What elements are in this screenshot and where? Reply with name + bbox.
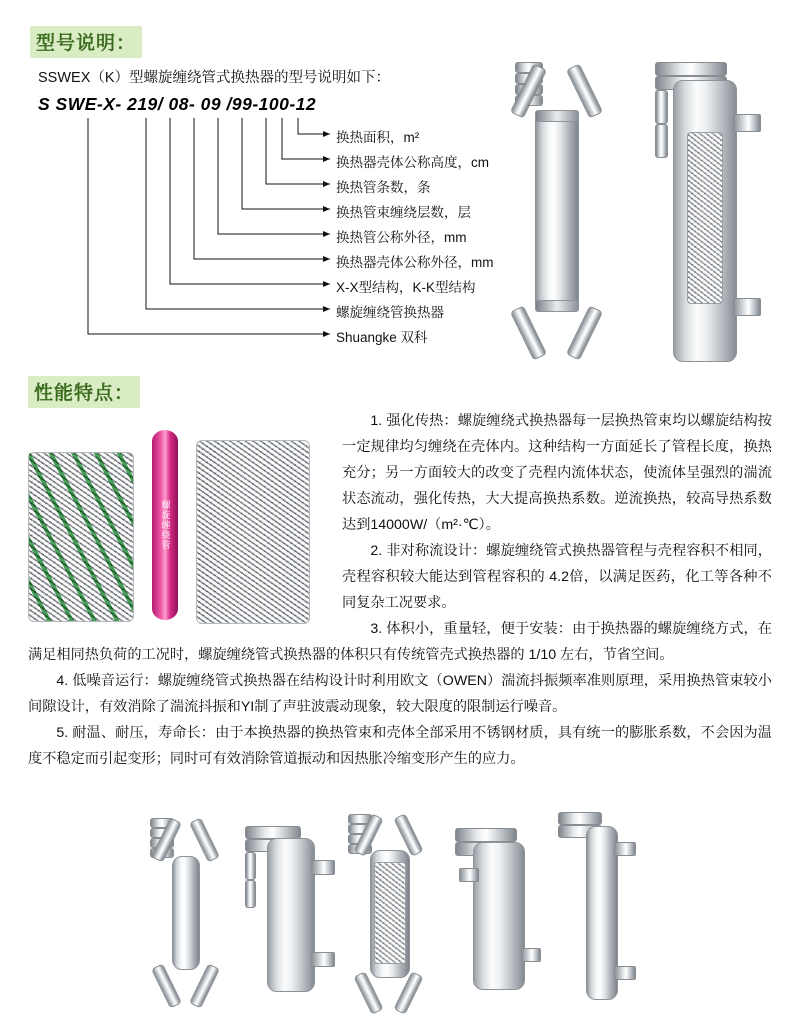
performance-paragraph-3: 3. 体积小，重量轻，便于安装：由于换热器的螺旋缠绕方式，在满足相同热负荷的工况时，螺旋缠绕管式换热器的体积只有传统管壳式换热器的 1/10 左右，节省空间。: [28, 621, 772, 663]
section-heading-model: 型号说明：: [30, 26, 142, 58]
section-heading-performance: 性能特点：: [28, 376, 140, 408]
model-leader-diagram: [30, 118, 500, 368]
performance-text-block: [28, 408, 772, 772]
coil-photo-green: [28, 452, 134, 622]
leader-label-2: 换热器壳体公称高度，cm: [336, 155, 489, 170]
product-photo-5: [558, 812, 644, 1012]
leader-label-4: 换热管束缠绕层数，层: [336, 205, 471, 220]
leader-label-9: Shuangke 双科: [336, 330, 428, 345]
model-code-text: S SWE-X- 219/ 08- 09 /99-100-12: [38, 94, 317, 114]
green-helix-overlay: [29, 453, 133, 621]
product-photo-3-cutaway: [348, 814, 440, 1012]
performance-paragraph-5: 5. 耐温、耐压，寿命长：由于本换热器的换热管束和壳体全部采用不锈钢材质，具有统一的膨胀系数，不会因为温度不稳定而引起变形；同时可有效消除管道振动和因热胀冷缩变形产生的应力。: [28, 725, 772, 767]
leader-label-8: 螺旋缠绕管换热器: [336, 305, 444, 320]
performance-paragraph-1: 1. 强化传热：螺旋缠绕式换热器每一层换热管束均以螺旋结构按一定规律均匀缠绕在壳体内。这种结构一方面延长了管程长度，换热充分；另一方面较大的改变了壳程内流体状态，使流体呈强烈的湍流状态流动，强化传热，大大提高换热系数。逆流换热，较高导热系数达到14000W/（m²·℃）。: [342, 413, 772, 533]
product-photo-1: [150, 818, 230, 1008]
performance-paragraph-4: 4. 低噪音运行：螺旋缠绕管式换热器在结构设计时利用欧文（OWEN）湍流抖振频率准则原理，采用换热管束较小间隙设计，有效消除了湍流抖振和YI制了声驻波震动现象，较大限度的限制运行噪音。: [28, 673, 772, 715]
leader-label-3: 换热管条数，条: [336, 180, 431, 195]
coil-photo-bundle: [196, 440, 310, 624]
performance-paragraph-2: 2. 非对称流设计：螺旋缠绕管式换热器管程与壳程容积不相同，壳程容积较大能达到管程容积的 4.2倍，以满足医药，化工等各种不同复杂工况要求。: [342, 543, 772, 611]
leader-label-1: 换热面积，m²: [336, 130, 420, 145]
leader-label-5: 换热管公称外径，mm: [336, 230, 467, 245]
model-intro-text: SSWEX（K）型螺旋缠绕管式换热器的型号说明如下：: [38, 70, 391, 86]
product-photo-2: [245, 826, 337, 1004]
product-photo-4: [455, 828, 541, 1004]
product-photo-strip: [150, 808, 670, 1013]
coil-tube-label: 螺旋缠绕管: [160, 500, 171, 550]
product-photo-x-type: [515, 62, 645, 372]
leader-label-7: X-X型结构，K-K型结构: [336, 280, 476, 295]
leader-label-6: 换热器壳体公称外径，mm: [336, 255, 494, 270]
coil-illustration-group: [28, 410, 328, 628]
product-photo-k-type: [655, 62, 785, 372]
coil-tube-callout: [152, 430, 178, 620]
